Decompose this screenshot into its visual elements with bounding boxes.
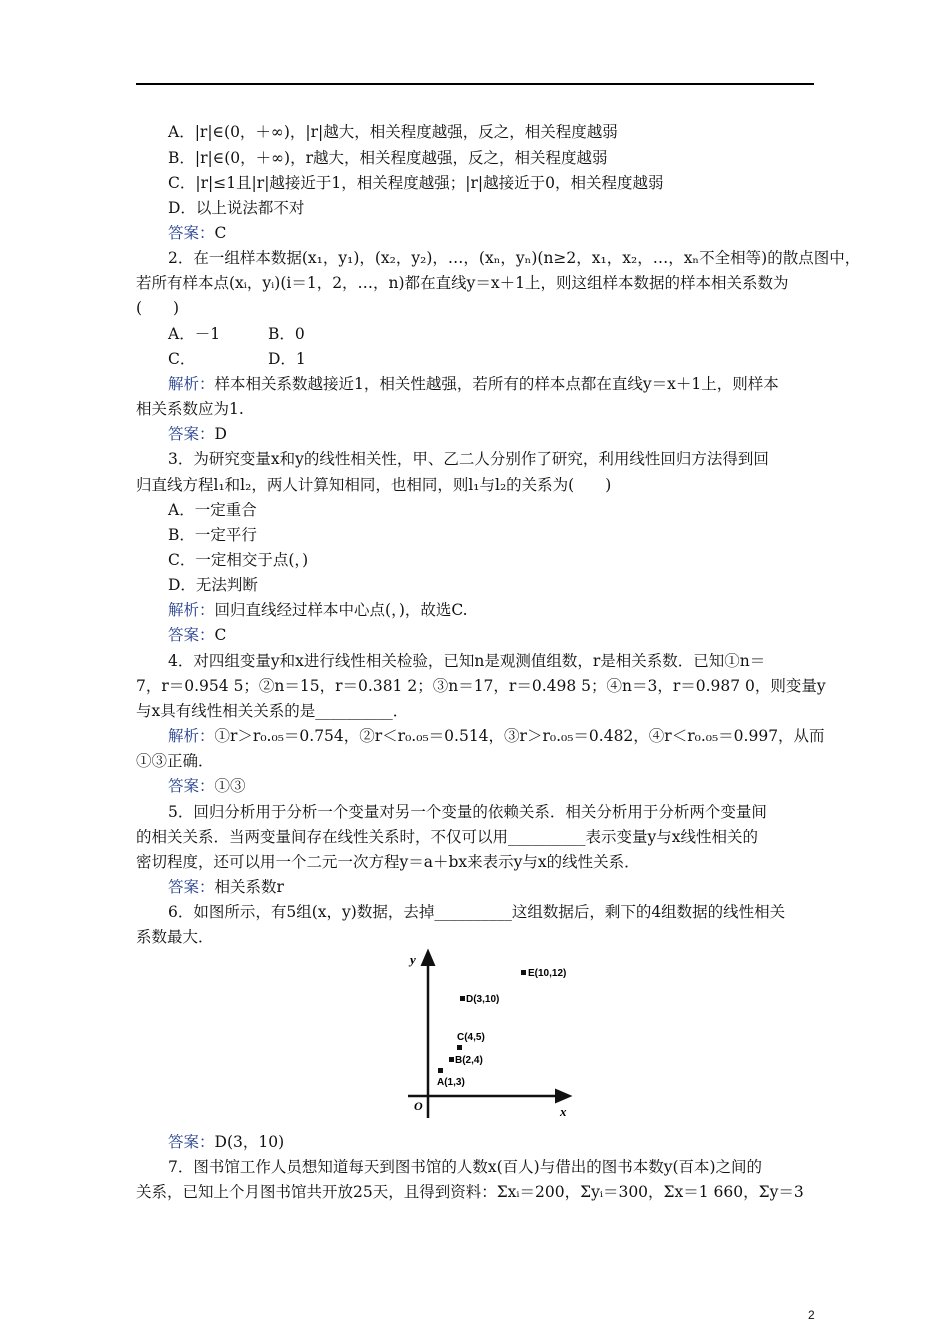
q4-stem-line2: 7，r＝0.954 5；②n＝15，r＝0.381 2；③n＝17，r＝0.498 5；④n＝3，r＝0.987 0，则变量y — [136, 677, 826, 695]
q2-stem-line1: 2．在一组样本数据(x₁，y₁)，(x₂，y₂)，…，(xₙ，yₙ)(n≥2，x₁，x₂，…，xₙ不全相等)的散点图中， — [168, 249, 861, 267]
q2-option-d: D．1 — [268, 350, 306, 368]
answer-value: C — [214, 626, 227, 644]
q1-option-a: A．|r|∈(0，＋∞)，|r|越大，相关程度越强，反之，相关程度越弱 — [168, 123, 618, 141]
point-b-label: B(2,4) — [455, 1055, 483, 1066]
q1-option-b: B．|r|∈(0，＋∞)，r越大，相关程度越强，反之，相关程度越弱 — [168, 149, 608, 167]
q2-analysis-line2: 相关系数应为1. — [136, 400, 244, 418]
q5-stem-line1: 5．回归分析用于分析一个变量对另一个变量的依赖关系．相关分析用于分析两个变量间 — [168, 803, 767, 821]
y-axis-label: y — [410, 952, 416, 967]
q3-stem-line1: 3．为研究变量x和y的线性相关性，甲、乙二人分别作了研究，利用线性回归方法得到回 — [168, 450, 769, 468]
answer-label: 答案： — [168, 1133, 215, 1151]
q6-stem-line1: 6．如图所示，有5组(x，y)数据，去掉__________这组数据后，剩下的4组数据的线性相关 — [168, 903, 786, 921]
answer-label: 答案： — [168, 425, 215, 443]
q2-answer — [168, 424, 848, 444]
analysis-label: 解析： — [168, 727, 215, 745]
q2-option-c: C． — [168, 350, 196, 368]
x-axis-label: x — [560, 1104, 567, 1119]
answer-value: C — [214, 224, 227, 242]
q3-option-b: B．一定平行 — [168, 526, 257, 544]
q2-stem-line3: ( ) — [136, 299, 180, 317]
answer-label: 答案： — [168, 878, 215, 896]
answer-label: 答案： — [168, 777, 215, 795]
point-d-label: D(3,10) — [466, 994, 500, 1005]
q7-stem-line2: 关系，已知上个月图书馆共开放25天，且得到资料：Σxᵢ＝200，Σyᵢ＝300，Σx＝1 660，Σy＝3 — [136, 1183, 804, 1201]
q2-analysis-line1 — [168, 374, 848, 394]
answer-value: ①③ — [214, 777, 246, 795]
q3-option-d: D．无法判断 — [168, 576, 258, 594]
analysis-text: 样本相关系数越接近1，相关性越强，若所有的样本点都在直线y＝x＋1上，则样本 — [214, 375, 779, 393]
q1-answer — [168, 223, 848, 243]
q5-answer — [168, 877, 848, 897]
answer-value: 相关系数r — [214, 878, 284, 896]
point-d-marker — [460, 996, 465, 1001]
point-a-label: A(1,3) — [437, 1077, 465, 1088]
point-e-marker — [521, 970, 526, 975]
analysis-text: 回归直线经过样本中心点(，)，故选C. — [214, 601, 468, 619]
q6-stem-line2: 系数最大． — [136, 928, 214, 946]
analysis-label: 解析： — [168, 375, 215, 393]
q2-option-b: B．0 — [268, 325, 305, 343]
answer-value: D — [214, 425, 227, 443]
point-e-label: E(10,12) — [528, 968, 567, 979]
point-c-label: C(4,5) — [457, 1032, 485, 1043]
q4-answer — [168, 776, 848, 796]
q4-analysis-line2: ①③正确． — [136, 752, 214, 770]
point-b-marker — [449, 1057, 454, 1062]
point-a-marker — [438, 1068, 443, 1073]
header-rule — [136, 83, 814, 85]
answer-label: 答案： — [168, 626, 215, 644]
q2-option-a: A．－1 — [168, 325, 221, 343]
q3-answer — [168, 625, 848, 645]
scatter-figure — [400, 948, 580, 1123]
answer-label: 答案： — [168, 224, 215, 242]
q3-stem-line2: 归直线方程l₁和l₂，两人计算知相同，也相同，则l₁与l₂的关系为( ) — [136, 476, 612, 494]
origin-label: O — [414, 1099, 423, 1113]
q4-stem-line3: 与x具有线性相关关系的是__________． — [136, 702, 409, 720]
q6-answer — [168, 1132, 848, 1152]
q1-option-c: C．|r|≤1且|r|越接近于1，相关程度越强；|r|越接近于0，相关程度越弱 — [168, 174, 664, 192]
q3-option-c: C．一定相交于点(，) — [168, 551, 309, 569]
analysis-text: ①r＞r₀.₀₅＝0.754，②r＜r₀.₀₅＝0.514，③r＞r₀.₀₅＝0.482，④r＜r₀.₀₅＝0.997，从而 — [214, 727, 825, 745]
q5-stem-line3: 密切程度，还可以用一个二元一次方程y＝a＋bx来表示y与x的线性关系． — [136, 853, 640, 871]
analysis-label: 解析： — [168, 601, 215, 619]
q3-option-a: A．一定重合 — [168, 501, 257, 519]
answer-value: D(3，10) — [214, 1133, 285, 1151]
q2-stem-line2: 若所有样本点(xᵢ，yᵢ)(i＝1，2，…，n)都在直线y＝x＋1上，则这组样本数据的样本相关系数为 — [136, 274, 789, 292]
q4-stem-line1: 4．对四组变量y和x进行线性相关检验，已知n是观测值组数，r是相关系数．已知①n＝ — [168, 652, 766, 670]
q1-option-d: D．以上说法都不对 — [168, 199, 305, 217]
q3-analysis — [168, 600, 848, 620]
page-number: 2 — [808, 1308, 815, 1322]
q7-stem-line1: 7．图书馆工作人员想知道每天到图书馆的人数x(百人)与借出的图书本数y(百本)之间的 — [168, 1158, 763, 1176]
q4-analysis-line1 — [168, 726, 848, 746]
q5-stem-line2: 的相关关系．当两变量间存在线性关系时，不仅可以用__________表示变量y与x线性相关的 — [136, 828, 759, 846]
point-c-marker — [457, 1045, 462, 1050]
